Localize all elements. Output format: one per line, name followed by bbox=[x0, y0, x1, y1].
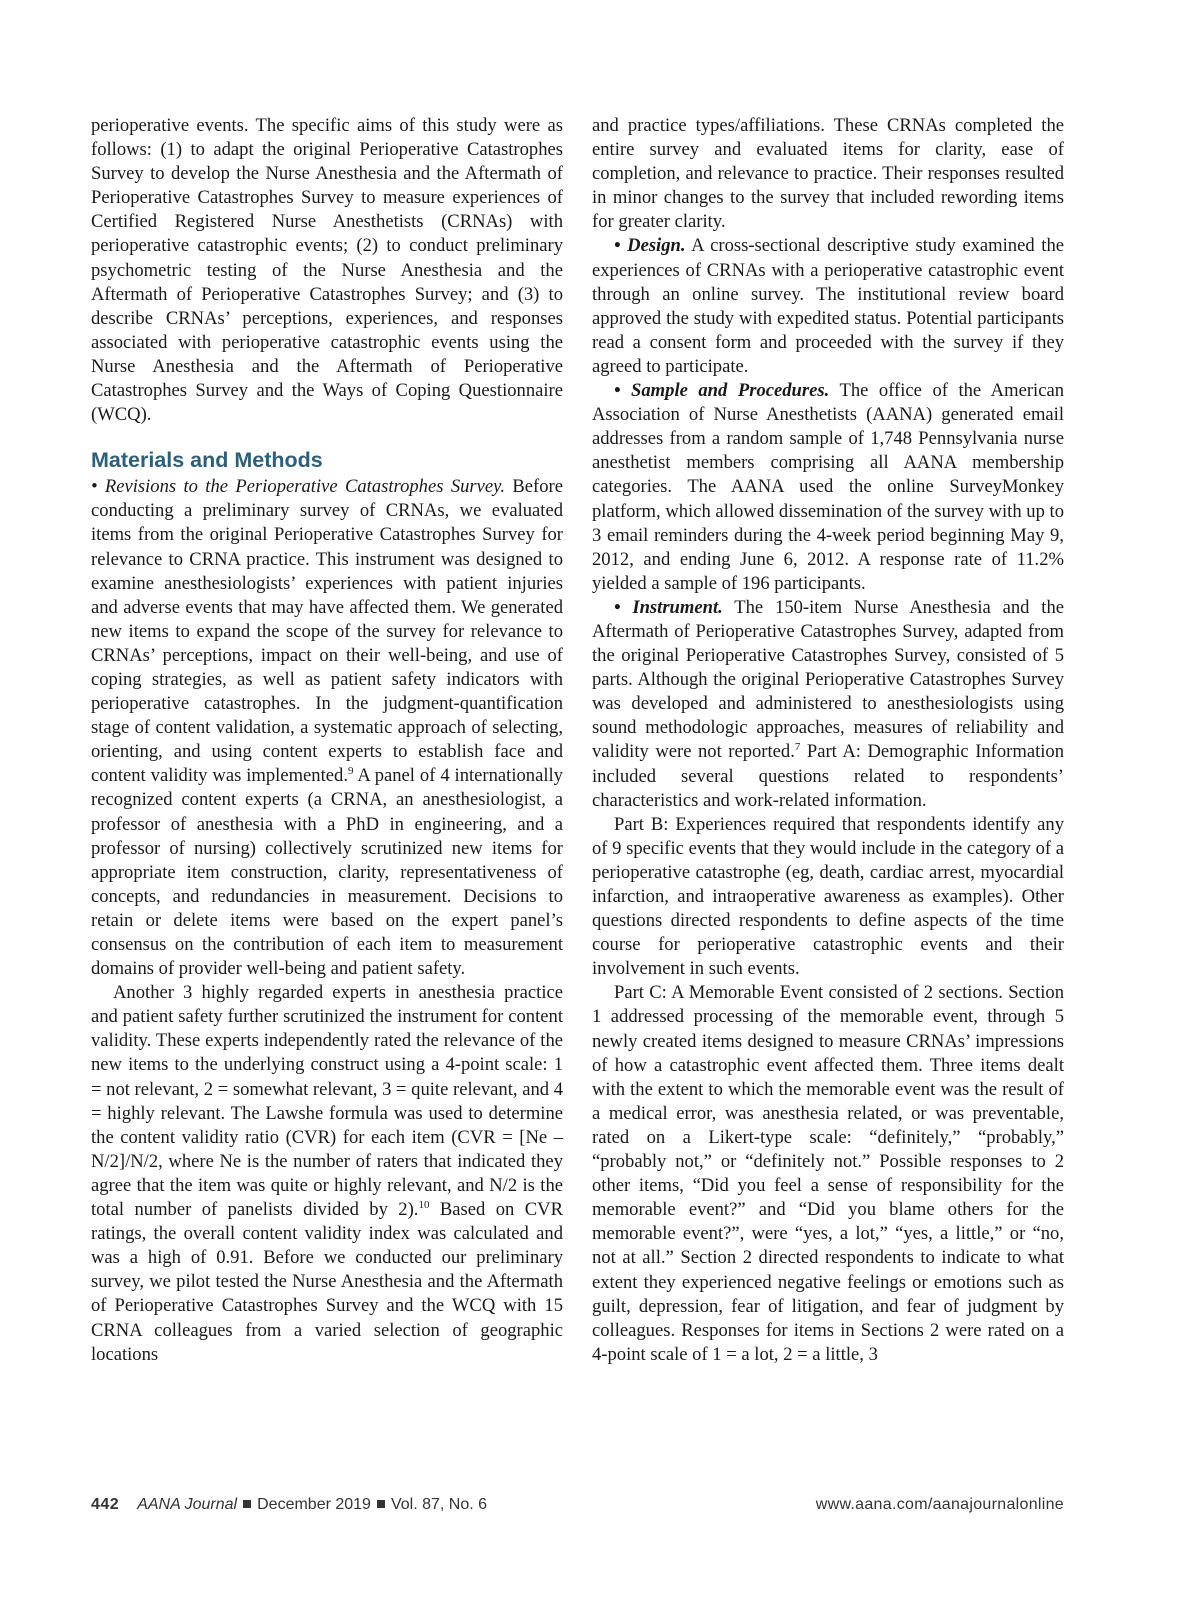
volume-info: Vol. 87, No. 6 bbox=[390, 1496, 488, 1513]
sample-lead: • Sample and Procedures. bbox=[614, 380, 830, 402]
instrument-text-b: Part A: Demographic Information included several questions related to respondents’ characteristics and work-related information. bbox=[592, 741, 1065, 811]
right-column bbox=[592, 114, 1064, 1367]
part-c-paragraph: Part C: A Memorable Event consisted of 2 sections. Section 1 addressed processing of the memorable event, through 5 newly created items designed to measure CRNAs’ impressions of how a catastrophic event affected them. Three items dealt with the extent to which the memorable event was the result of a medical error, was anesthesia related, or was preventable, rated on a Likert-type scale: “definitely,” “probably,” “probably not,” or “definitely not.” Possible responses to 2 other items, “Did you feel a sense of responsibility for the memorable event?” and “Did you blame others for the memorable event?”, were “yes, a lot,” “yes, a little,” or “no, not at all.” Section 2 directed respondents to indicate to what extent they experienced negative feelings or emotions such as guilt, depression, fear of litigation, and fear of judgment by colleagues. Responses for items in Sections 2 were rated on a 4-point scale of 1 = a lot, 2 = a little, 3 bbox=[592, 982, 1064, 1365]
design-lead: • Design. bbox=[614, 235, 686, 257]
instrument-lead: • Instrument. bbox=[614, 596, 723, 618]
revisions-paragraph bbox=[91, 475, 563, 981]
section-heading-materials-methods: Materials and Methods bbox=[91, 448, 323, 473]
citation-ref: 7 bbox=[794, 741, 801, 754]
revisions-lead: • Revisions to the Perioperative Catastrophes Survey. bbox=[91, 476, 506, 498]
journal-name: AANA Journal bbox=[137, 1496, 238, 1513]
sample-text: The office of the American Association of Nurse Anesthetists (AANA) generated email addresses from a random sample of 1,748 Pennsylvania nurse anesthetist members comprising all AANA membership categories. The AANA used the online SurveyMonkey platform, which allowed dissemination of the survey with up to 3 email reminders during the 4-week period beginning May 9, 2012, and ending June 6, 2012. A response rate of 11.2% yielded a sample of 196 participants. bbox=[592, 380, 1064, 594]
left-column bbox=[91, 114, 563, 1367]
validity-text-a: Another 3 highly regarded experts in anesthesia practice and patient safety further scrutinized the instrument for content validity. These experts independently rated the relevance of the new items to the underlying construct using a 4-point scale: 1 = not relevant, 2 = somewhat relevant, 3 = quite relevant, and 4 = highly relevant. The Lawshe formula was used to determine the content validity ratio (CVR) for each item (CVR = [Ne – N/2]/N/2, where Ne is the number of raters that indicated they agree that the item was quite or highly relevant, and N/2 is the total number of panelists divided by 2). bbox=[91, 982, 563, 1221]
revisions-text-b: A panel of 4 internationally recognized content experts (a CRNA, an anesthesiologist, a professor of anesthesia with a PhD in engineering, and a professor of nursing) collectively scrutinized new items for appropriate item construction, clarity, representativeness of concepts, and redundancies in measurement. Decisions to retain or delete items were based on the expert panel’s consensus on the contribution of each item to measurement domains of provider well-being and patient safety. bbox=[91, 765, 563, 980]
sample-paragraph bbox=[592, 379, 1064, 596]
page-footer bbox=[91, 1494, 1064, 1516]
design-text: A cross-sectional descriptive study examined the experiences of CRNAs with a perioperative catastrophic event through an online survey. The institutional review board approved the study with expedited status. Potential participants read a consent form and proceeded with the survey if they agreed to participate. bbox=[592, 235, 1064, 377]
citation-ref: 9 bbox=[347, 765, 354, 778]
instrument-paragraph bbox=[592, 596, 1064, 813]
journal-url[interactable]: www.aana.com/aanajournalonline bbox=[815, 1496, 1064, 1513]
pilot-paragraph: and practice types/affiliations. These CRNAs completed the entire survey and evaluated items for clarity, ease of completion, and relevance to practice. Their responses resulted in minor changes to the survey that included rewording items for greater clarity. bbox=[592, 115, 1064, 233]
instrument-text-a: The 150-item Nurse Anesthesia and the Aftermath of Perioperative Catastrophes Survey, adapted from the original Perioperative Catastrophes Survey, consisted of 5 parts. Although the original Perioperative Catastrophes Survey was developed and administered to anesthesiologists using sound methodologic approaches, measures of reliability and validity were not reported. bbox=[592, 596, 1064, 763]
validity-paragraph bbox=[91, 981, 563, 1367]
page-number: 442 bbox=[91, 1496, 120, 1513]
design-paragraph bbox=[592, 234, 1064, 379]
intro-paragraph: perioperative events. The specific aims of this study were as follows: (1) to adapt the original Perioperative Catastrophes Survey to develop the Nurse Anesthesia and the Aftermath of Perioperative Catastrophes Survey to measure experiences of Certified Registered Nurse Anesthetists (CRNAs) with perioperative catastrophic events; (2) to conduct preliminary psychometric testing of the Nurse Anesthesia and the Aftermath of Perioperative Catastrophes Survey; and (3) to describe CRNAs’ perceptions, experiences, and responses associated with perioperative catastrophic events using the Nurse Anesthesia and the Aftermath of Perioperative Catastrophes Survey and the Ways of Coping Questionnaire (WCQ). bbox=[91, 115, 563, 426]
issue-date: December 2019 bbox=[257, 1496, 371, 1513]
citation-ref: 10 bbox=[418, 1198, 430, 1211]
part-b-paragraph: Part B: Experiences required that respondents identify any of 9 specific events that they would include in the category of a perioperative catastrophe (eg, death, cardiac arrest, myocardial infarction, and intraoperative awareness as examples). Other questions directed respondents to define aspects of the time course for perioperative catastrophic events and their involvement in such events. bbox=[592, 813, 1064, 980]
revisions-text-a: Before conducting a preliminary survey of CRNAs, we evaluated items from the original Perioperative Catastrophes Survey for relevance to CRNA practice. This instrument was designed to examine anesthesiologists’ experiences with patient injuries and adverse events that may have affected them. We generated new items to expand the scope of the survey for relevance to CRNAs’ perceptions, impact on their well-being, and use of coping strategies, as well as patient safety indicators with perioperative catastrophes. In the judgment-quantification stage of content validation, a systematic approach of selecting, orienting, and using content experts to establish face and content validity was implemented. bbox=[91, 476, 563, 787]
square-bullet-icon bbox=[377, 1500, 385, 1508]
square-bullet-icon bbox=[243, 1500, 251, 1508]
validity-text-b: Based on CVR ratings, the overall content validity index was calculated and was a high of 0.91. Before we conducted our preliminary survey, we pilot tested the Nurse Anesthesia and the Aftermath of Perioperative Catastrophes Survey and the WCQ with 15 CRNA colleagues from a varied selection of geographic locations bbox=[91, 1199, 563, 1365]
